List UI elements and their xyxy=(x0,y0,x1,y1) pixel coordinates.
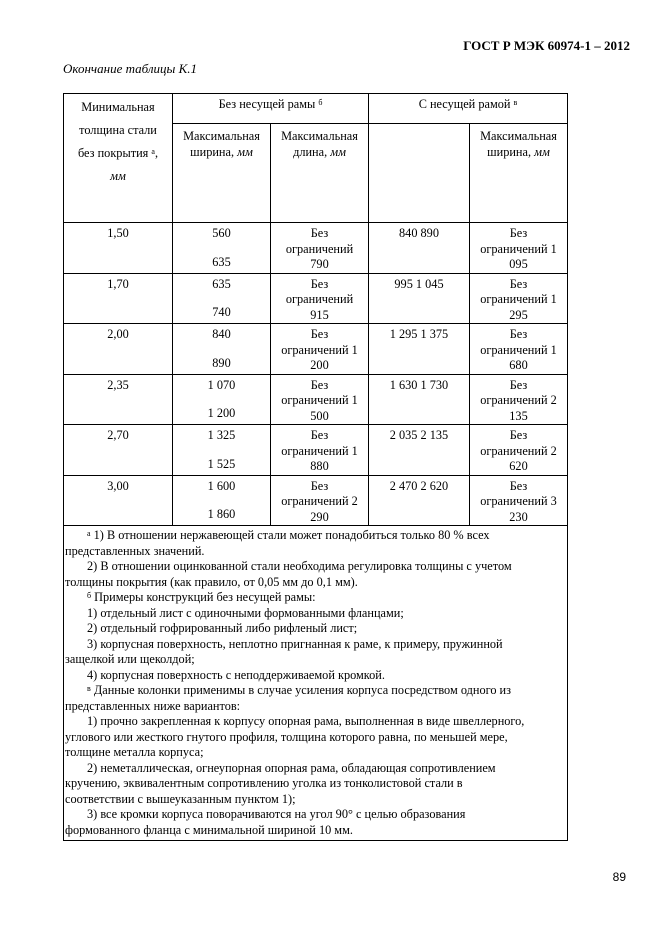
table-row xyxy=(64,374,568,425)
table-row xyxy=(64,475,568,526)
cell-frame-values: 995 1 045 xyxy=(369,273,470,324)
table-header-row xyxy=(64,94,568,124)
cell-frame-max-width: Без ограничений 3 230 xyxy=(470,475,568,526)
cell-frame-values: 2 470 2 620 xyxy=(369,475,470,526)
cell-thickness: 2,35 xyxy=(64,374,173,425)
subheader-max-length: Максимальная длина, мм xyxy=(271,124,369,223)
cell-max-width: 1 325 1 525 xyxy=(173,425,271,476)
cell-max-length: Без ограничений 790 xyxy=(271,223,369,274)
subheader-frame-max-width: Максимальная ширина, мм xyxy=(470,124,568,223)
cell-thickness: 1,50 xyxy=(64,223,173,274)
notes-row xyxy=(64,526,568,841)
cell-frame-values: 2 035 2 135 xyxy=(369,425,470,476)
table-k1 xyxy=(63,93,568,841)
cell-max-length: Без ограничений 1 500 xyxy=(271,374,369,425)
cell-max-width: 840 890 xyxy=(173,324,271,375)
cell-max-width: 1 070 1 200 xyxy=(173,374,271,425)
subheader-empty xyxy=(369,124,470,223)
header-min-thickness xyxy=(64,94,173,223)
cell-frame-values: 1 630 1 730 xyxy=(369,374,470,425)
cell-max-length: Без ограничений 1 880 xyxy=(271,425,369,476)
cell-max-width: 635 740 xyxy=(173,273,271,324)
header-min-unit: мм xyxy=(110,169,126,183)
page-number: 89 xyxy=(612,870,626,884)
cell-frame-values: 1 295 1 375 xyxy=(369,324,470,375)
table-row xyxy=(64,324,568,375)
table-row xyxy=(64,273,568,324)
cell-max-length: Без ограничений 1 200 xyxy=(271,324,369,375)
cell-frame-max-width: Без ограничений 2 135 xyxy=(470,374,568,425)
cell-frame-max-width: Без ограничений 1 295 xyxy=(470,273,568,324)
table-row xyxy=(64,425,568,476)
standard-header: ГОСТ Р МЭК 60974-1 – 2012 xyxy=(463,38,630,53)
header-min-line3: без покрытия $^а$, xyxy=(77,146,159,160)
cell-max-width: 560 635 xyxy=(173,223,271,274)
table-caption: Окончание таблицы К.1 xyxy=(63,61,197,76)
cell-max-width: 1 600 1 860 xyxy=(173,475,271,526)
table-notes: $^а$ 1) В отношении нержавеющей стали может понадобиться только 80 % всех представленных значений. 2) В отношении оцинкованной стали необходима регулировка толщины с учетом толщины покрытия (как правило, от 0,05 мм до 0,1 мм). $^б$ Примеры конструкций без несущей рамы: 1) отдельный лист с одиночными формованными фланцами; 2) отдельный гофрированный либо рифленый лист; 3) корпусная поверхность, неплотно пригнанная к раме, к примеру, пружинной защелкой или щеколдой; 4) корпусная поверхность с неподдерживаемой кромкой. $^в$ Данные колонки применимы в случае усиления корпуса посредством одного из представленных ниже вариантов: 1) прочно закрепленная к корпусу опорная рама, выполненная в виде швеллерного, углового или жесткого гнутого профиля, толщина которого равна, по меньшей мере, толщине металла корпуса; 2) неметаллическая, огнеупорная опорная рама, обладающая сопротивлением кручению, эквивалентным сопротивлению уголка из тонколистовой стали в соответствии с вышеуказанным пунктом 1); 3) все кромки корпуса поворачиваются на угол 90° с целью образования формованного фланца с минимальной шириной 10 мм. xyxy=(64,526,568,841)
header-min-line2: толщина стали xyxy=(79,123,157,137)
cell-thickness: 2,00 xyxy=(64,324,173,375)
cell-frame-max-width: Без ограничений 1 680 xyxy=(470,324,568,375)
header-min-line1: Минимальная xyxy=(81,100,155,114)
cell-thickness: 2,70 xyxy=(64,425,173,476)
cell-frame-max-width: Без ограничений 2 620 xyxy=(470,425,568,476)
cell-max-length: Без ограничений 2 290 xyxy=(271,475,369,526)
cell-thickness: 3,00 xyxy=(64,475,173,526)
header-with-frame: С несущей рамой $^в$ xyxy=(369,94,568,124)
table-row xyxy=(64,223,568,274)
cell-thickness: 1,70 xyxy=(64,273,173,324)
header-no-frame: Без несущей рамы $^б$ xyxy=(173,94,369,124)
cell-frame-values: 840 890 xyxy=(369,223,470,274)
cell-max-length: Без ограничений 915 xyxy=(271,273,369,324)
cell-frame-max-width: Без ограничений 1 095 xyxy=(470,223,568,274)
subheader-max-width: Максимальная ширина, мм xyxy=(173,124,271,223)
